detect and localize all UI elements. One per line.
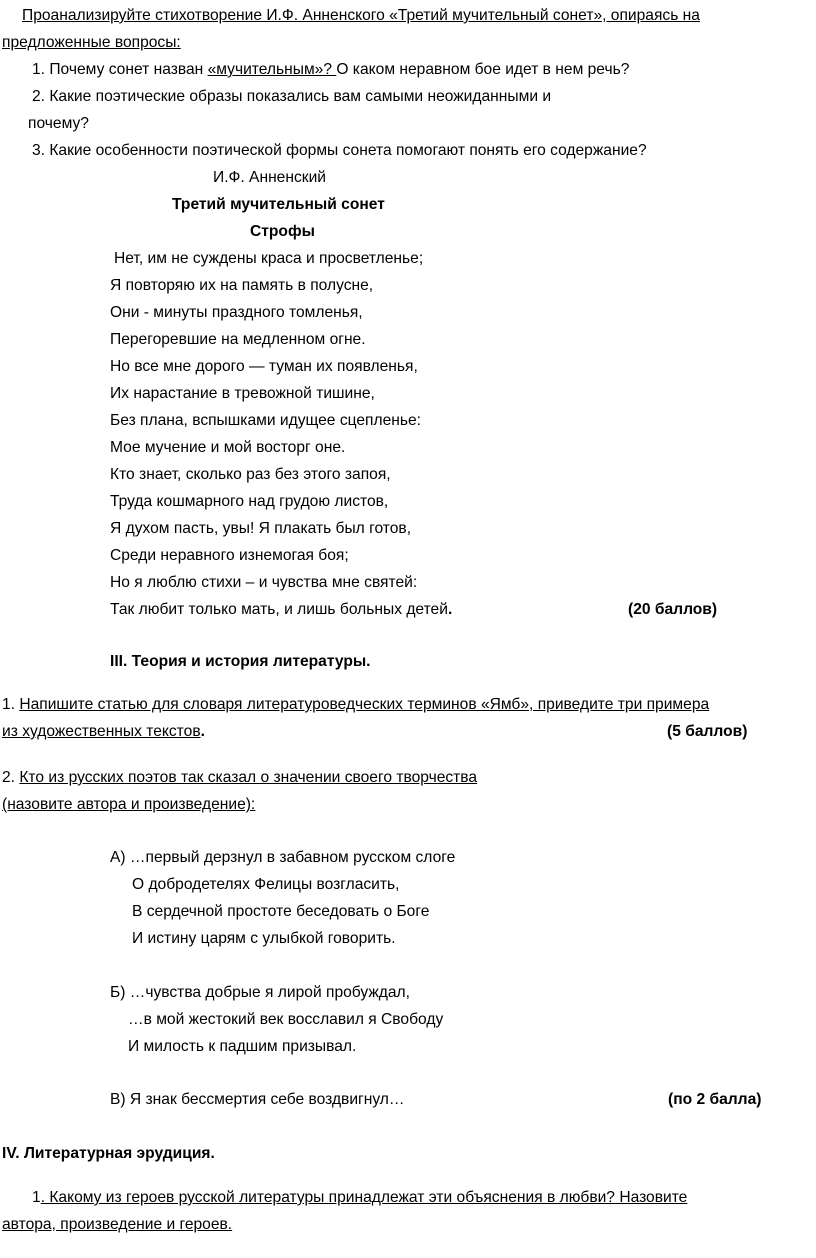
poem-score: (20 баллов) (628, 601, 718, 618)
task-number: 1 (32, 1189, 41, 1206)
poem-line: Перегоревшие на медленном огне. (110, 331, 366, 348)
section-3-task-2-line-1 (2, 764, 477, 791)
task-text: Кто из русских поэтов так сказал о значении своего творчества (19, 769, 478, 786)
question-1 (32, 56, 629, 83)
poem-line: Но я люблю стихи – и чувства мне святей: (110, 574, 418, 591)
section-4-task-1-line-2: автора, произведение и героев. (2, 1216, 233, 1233)
question-1-start: 1. Почему сонет назван (32, 61, 208, 78)
task-number: 2. (2, 769, 20, 786)
poem-line: Их нарастание в тревожной тишине, (110, 385, 375, 402)
quote-b-line: Б) …чувства добрые я лирой пробуждал, (110, 984, 410, 1001)
question-2-line-1: 2. Какие поэтические образы показались вам самыми неожиданными и (32, 88, 552, 105)
section-3-heading: III. Теория и история литературы. (110, 653, 371, 670)
task-dot: . (200, 723, 205, 740)
poem-line: Кто знает, сколько раз без этого запоя, (110, 466, 391, 483)
poem-line: Труда кошмарного над грудою листов, (110, 493, 389, 510)
section-3-task-1-line-1 (2, 691, 709, 718)
quote-c-line: В) Я знак бессмертия себе воздвигнул… (110, 1091, 405, 1108)
poem-title: Третий мучительный сонет (172, 196, 385, 213)
poem-line: Я духом пасть, увы! Я плакать был готов, (110, 520, 412, 537)
poem-line: Без плана, вспышками идущее сцепленье: (110, 412, 421, 429)
question-1-underlined: «мучительным»? (207, 61, 337, 78)
poem-last-line (110, 596, 452, 623)
section-4-task-1-line-1 (2, 1184, 814, 1211)
poem-line: Среди неравного изнемогая боя; (110, 547, 349, 564)
question-1-end: О каком неравном бое идет в нем речь? (336, 61, 630, 78)
task-text: Напишите статью для словаря литературоведческих терминов «Ямб», приведите три примера (19, 696, 710, 713)
task-text: из художественных текстов (2, 723, 201, 740)
question-2-line-2: почему? (28, 115, 89, 132)
intro-line-2: предложенные вопросы: (2, 34, 181, 51)
section-4-heading: IV. Литературная эрудиция. (2, 1145, 215, 1162)
poem-line: Так любит только мать, и лишь больных детей (110, 601, 448, 618)
poem-author: И.Ф. Анненский (213, 169, 327, 186)
poem-line: Мое мучение и мой восторг оне. (110, 439, 346, 456)
poem-last-line-dot: . (447, 601, 453, 618)
quote-a-line: О добродетелях Фелицы возгласить, (132, 876, 400, 893)
task-number: 1. (2, 696, 20, 713)
question-3: 3. Какие особенности поэтической формы сонета помогают понять его содержание? (32, 142, 647, 159)
task-text: . Какому из героев русской литературы принадлежат эти объяснения в любви? Назовите (40, 1189, 688, 1206)
section-3-task-2-line-2: (назовите автора и произведение): (2, 796, 256, 813)
poem-line: Но все мне дорого — туман их появленья, (110, 358, 418, 375)
quote-b-line: …в мой жестокий век восславил я Свободу (128, 1011, 444, 1028)
quote-b-line: И милость к падшим призывал. (128, 1038, 357, 1055)
section-3-task-1-line-2 (2, 718, 205, 745)
poem-line: Нет, им не суждены краса и просветленье; (114, 250, 424, 267)
quote-a-line: А) …первый дерзнул в забавном русском слоге (110, 849, 456, 866)
poem-line: Я повторяю их на память в полусне, (110, 277, 374, 294)
poem-subtitle: Строфы (250, 223, 315, 240)
poem-line: Они - минуты праздного томленья, (110, 304, 363, 321)
quote-a-line: В сердечной простоте беседовать о Боге (132, 903, 430, 920)
intro-line-1: Проанализируйте стихотворение И.Ф. Анненского «Третий мучительный сонет», опираясь на (22, 7, 700, 24)
quote-a-line: И истину царям с улыбкой говорить. (132, 930, 396, 947)
section-3-task-1-score: (5 баллов) (667, 723, 748, 740)
quotes-score: (по 2 балла) (668, 1091, 762, 1108)
